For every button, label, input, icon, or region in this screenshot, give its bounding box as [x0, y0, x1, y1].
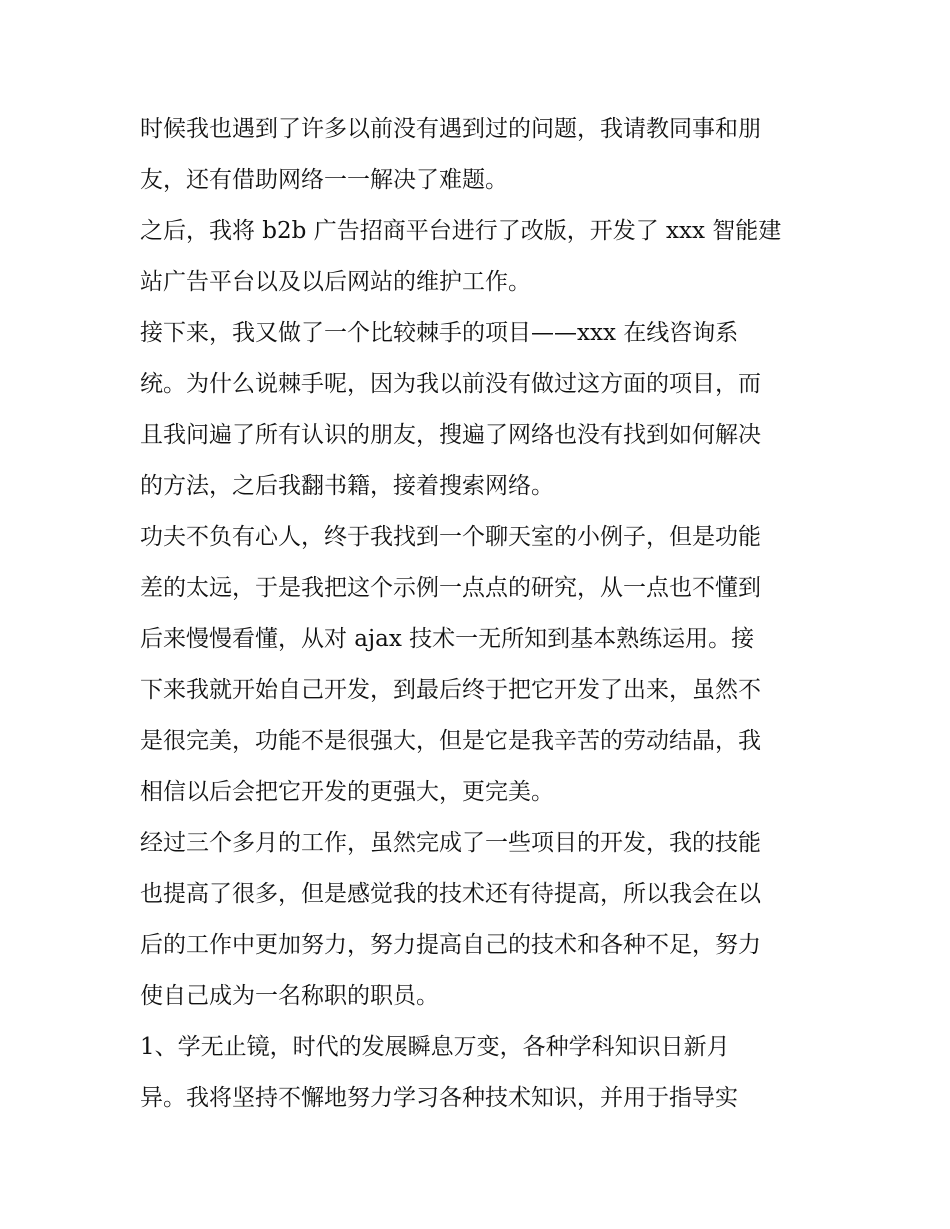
text-line: 后来慢慢看懂，从对 ajax 技术一无所知到基本熟练运用。接: [140, 626, 755, 652]
text-line: 后的工作中更加努力，努力提高自己的技术和各种不足，努力: [140, 932, 761, 958]
text-line: 之后，我将 b2b 广告招商平台进行了改版，开发了 xxx 智能建: [140, 218, 782, 244]
document-body: [140, 104, 820, 1124]
text-line: 的方法，之后我翻书籍，接着搜索网络。: [140, 473, 554, 499]
text-line: 站广告平台以及以后网站的维护工作。: [140, 269, 531, 295]
text-line: 功夫不负有心人，终于我找到一个聊天室的小例子，但是功能: [140, 524, 761, 550]
text-line: 且我问遍了所有认识的朋友，搜遍了网络也没有找到如何解决: [140, 422, 761, 448]
text-line: 时候我也遇到了许多以前没有遇到过的问题，我请教同事和朋: [140, 116, 761, 142]
text-line: 下来我就开始自己开发，到最后终于把它开发了出来，虽然不: [140, 677, 761, 703]
text-line: 相信以后会把它开发的更强大，更完美。: [140, 779, 554, 805]
text-line: 是很完美，功能不是很强大，但是它是我辛苦的劳动结晶，我: [140, 728, 761, 754]
text-line: 使自己成为一名称职的职员。: [140, 983, 439, 1009]
text-line: 经过三个多月的工作，虽然完成了一些项目的开发，我的技能: [140, 830, 761, 856]
text-line: 1、学无止镜，时代的发展瞬息万变，各种学科知识日新月: [140, 1034, 730, 1060]
text-line: 友，还有借助网络一一解决了难题。: [140, 167, 508, 193]
text-line: 也提高了很多，但是感觉我的技术还有待提高，所以我会在以: [140, 881, 761, 907]
text-line: 异。我将坚持不懈地努力学习各种技术知识，并用于指导实: [140, 1085, 738, 1111]
text-line: 统。为什么说棘手呢，因为我以前没有做过这方面的项目，而: [140, 371, 761, 397]
text-line: 差的太远，于是我把这个示例一点点的研究，从一点也不懂到: [140, 575, 761, 601]
text-line: 接下来，我又做了一个比较棘手的项目——xxx 在线咨询系: [140, 320, 739, 346]
